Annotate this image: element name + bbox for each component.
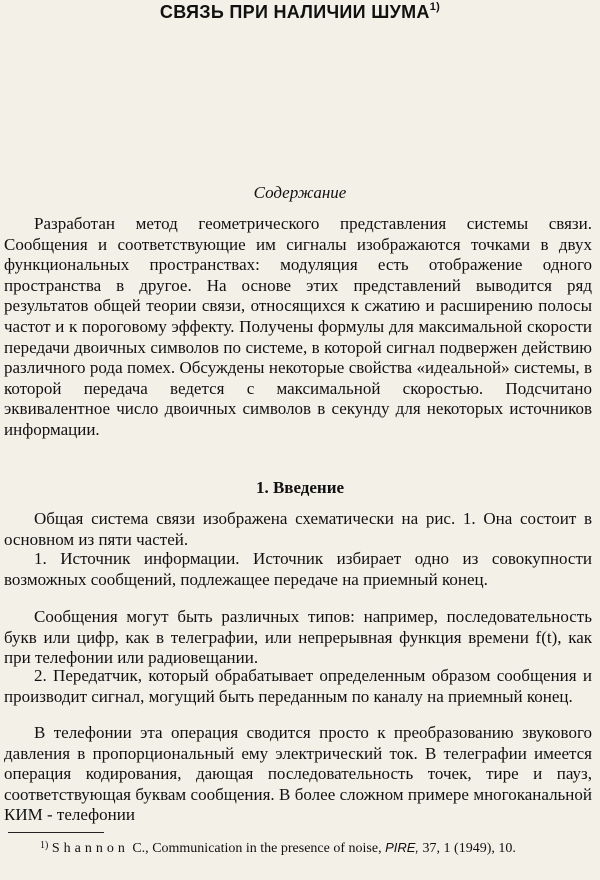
footnote xyxy=(8,838,592,859)
footnote-initial: C., xyxy=(132,841,149,856)
intro-paragraph-4: 2. Передатчик, который обрабатывает определенным образом сообщения и производит сигнал, могущий быть переданным по каналу на приемный конец. xyxy=(4,666,592,706)
abstract-paragraph: Разработан метод геометрического представления системы связи. Сообщения и соответствующие им сигналы изображаются точками в двух функциональных пространствах: модуляция есть отображение одного пространства в другое. На основе этих представлений выводится ряд результатов общей теории связи, относящихся к сжатию и расширению полосы частот и к пороговому эффекту. Получены формулы для максимальной скорости передачи двоичных символов по системе, в которой сигнал подвержен действию различного рода помех. Обсуждены некоторые свойства «идеальной» системы, в которой передача ведется с максимальной скоростью. Подсчитано эквивалентное число двоичных символов в секунду для некоторых источников информации. xyxy=(4,214,592,439)
footnote-title: Communication in the presence of noise, xyxy=(152,841,382,856)
footnote-journal: PIRE, xyxy=(385,840,420,855)
page-title-text: СВЯЗЬ ПРИ НАЛИЧИИ ШУМА xyxy=(159,2,430,22)
intro-paragraph-2: 1. Источник информации. Источник избирает одно из совокупности возможных сообщений, подлежащее передаче на приемный конец. xyxy=(4,549,592,589)
footnote-author: Shannon xyxy=(51,841,129,856)
intro-paragraph-1: Общая система связи изображена схематически на рис. 1. Она состоит в основном из пяти частей. xyxy=(4,509,592,549)
footnote-volume: 37, xyxy=(422,841,441,856)
intro-paragraph-5: В телефонии эта операция сводится просто к преобразованию звукового давления в пропорциональный ему электрический ток. В телеграфии имеется операция кодирования, дающая последовательность точек, тире и пауз, соответствующая буквам сообщения. В более сложном примере многоканальной КИМ - телефонии xyxy=(4,723,592,825)
section-heading-introduction: 1. Введение xyxy=(255,478,345,497)
footnote-mark: 1) xyxy=(40,840,49,851)
footnote-rest: 1 (1949), 10. xyxy=(443,841,516,856)
contents-heading: Содержание xyxy=(253,183,347,202)
title-footnote-mark: 1) xyxy=(429,1,441,13)
footnote-divider xyxy=(8,832,104,833)
page-title xyxy=(0,2,600,23)
intro-paragraph-3: Сообщения могут быть различных типов: например, последовательность букв или цифр, как в телеграфии, или непрерывная функция времени f(t), как при телефонии или радиовещании. xyxy=(4,607,592,668)
